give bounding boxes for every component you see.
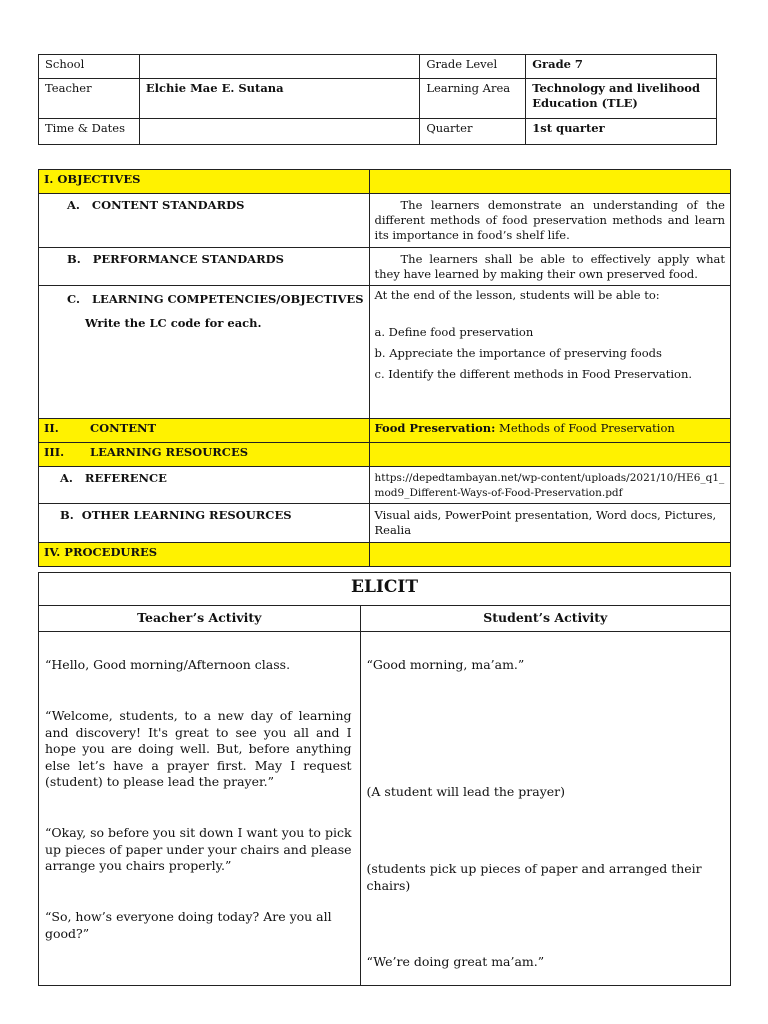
procedures-heading-blank [369,543,730,567]
activity-table [38,572,731,986]
competency-item: c. Identify the different methods in Food Preservation. [374,367,693,381]
objectives-table [38,169,731,567]
content-subtopic: Methods of Food Preservation [495,421,675,435]
grade-level-value: Grade 7 [526,55,717,79]
learning-resources-heading [39,443,370,467]
teacher-value: Elchie Mae E. Sutana [139,79,419,119]
performance-standards-text: The learners shall be able to effectively apply what they have learned by making their own preserved food. [369,248,730,286]
student-line: “We’re doing great ma’am.” [366,954,545,969]
learning-area-label: Learning Area [420,79,526,119]
teacher-line: “Hello, Good morning/Afternoon class. [45,657,291,672]
teacher-line: “So, how’s everyone doing today? Are you all good?” [45,909,332,941]
resources-number: III. [44,445,65,459]
quarter-label: Quarter [420,119,526,145]
learning-resources-blank [369,443,730,467]
section-title: ELICIT [39,573,731,606]
content-label: CONTENT [90,421,157,435]
competencies-label: C. LEARNING COMPETENCIES/OBJECTIVES [67,292,364,306]
procedures-heading: IV. PROCEDURES [39,543,370,567]
reference-link[interactable]: https://depedtambayan.net/wp-content/uploads/2021/10/HE6_q1_mod9_Different-Ways-of-Food-Preservation.pdf [369,467,730,504]
competencies-objectives-cell [369,286,730,419]
other-resources-value: Visual aids, PowerPoint presentation, Word docs, Pictures, Realia [369,504,730,543]
student-line: (A student will lead the prayer) [366,784,566,799]
competencies-sublabel: Write the LC code for each. [85,316,262,330]
student-line: “Good morning, ma’am.” [366,657,525,672]
competencies-intro: At the end of the lesson, students will be able to: [374,288,660,302]
time-dates-value [139,119,419,145]
time-dates-label: Time & Dates [39,119,140,145]
teacher-line: “Okay, so before you sit down I want you to pick up pieces of paper under your chairs and please arrange you chairs properly.” [45,825,352,873]
school-value [139,55,419,79]
resources-label: LEARNING RESOURCES [90,445,249,459]
competencies-label-cell [39,286,370,419]
school-label: School [39,55,140,79]
content-heading [39,419,370,443]
competency-item: a. Define food preservation [374,325,534,339]
teacher-label: Teacher [39,79,140,119]
student-activity-cell [360,632,730,986]
objectives-heading-blank [369,170,730,194]
student-line: (students pick up pieces of paper and arranged their chairs) [366,861,702,893]
grade-level-label: Grade Level [420,55,526,79]
teacher-line: “Welcome, students, to a new day of learning and discovery! It's great to see you all and I hope you are doing well. But, before anything else let’s have a prayer first. May I request (student) to please lead the prayer.” [45,708,352,789]
content-topic: Food Preservation: [374,421,496,435]
lesson-info-table [38,54,717,145]
teacher-activity-cell [39,632,361,986]
content-standards-text: The learners demonstrate an understanding of the different methods of food preservation methods and learn its importance in food’s shelf life. [369,194,730,248]
learning-area-value: Technology and livelihood Education (TLE) [526,79,717,119]
other-resources-label: B. OTHER LEARNING RESOURCES [39,504,370,543]
teacher-activity-header: Teacher’s Activity [39,606,361,632]
competency-item: b. Appreciate the importance of preserving foods [374,346,662,360]
content-standards-label: A. CONTENT STANDARDS [39,194,370,248]
reference-label: A. REFERENCE [39,467,370,504]
objectives-heading: I. OBJECTIVES [39,170,370,194]
performance-standards-label: B. PERFORMANCE STANDARDS [39,248,370,286]
content-number: II. [44,421,59,435]
student-activity-header: Student’s Activity [360,606,730,632]
quarter-value: 1st quarter [526,119,717,145]
content-value [369,419,730,443]
